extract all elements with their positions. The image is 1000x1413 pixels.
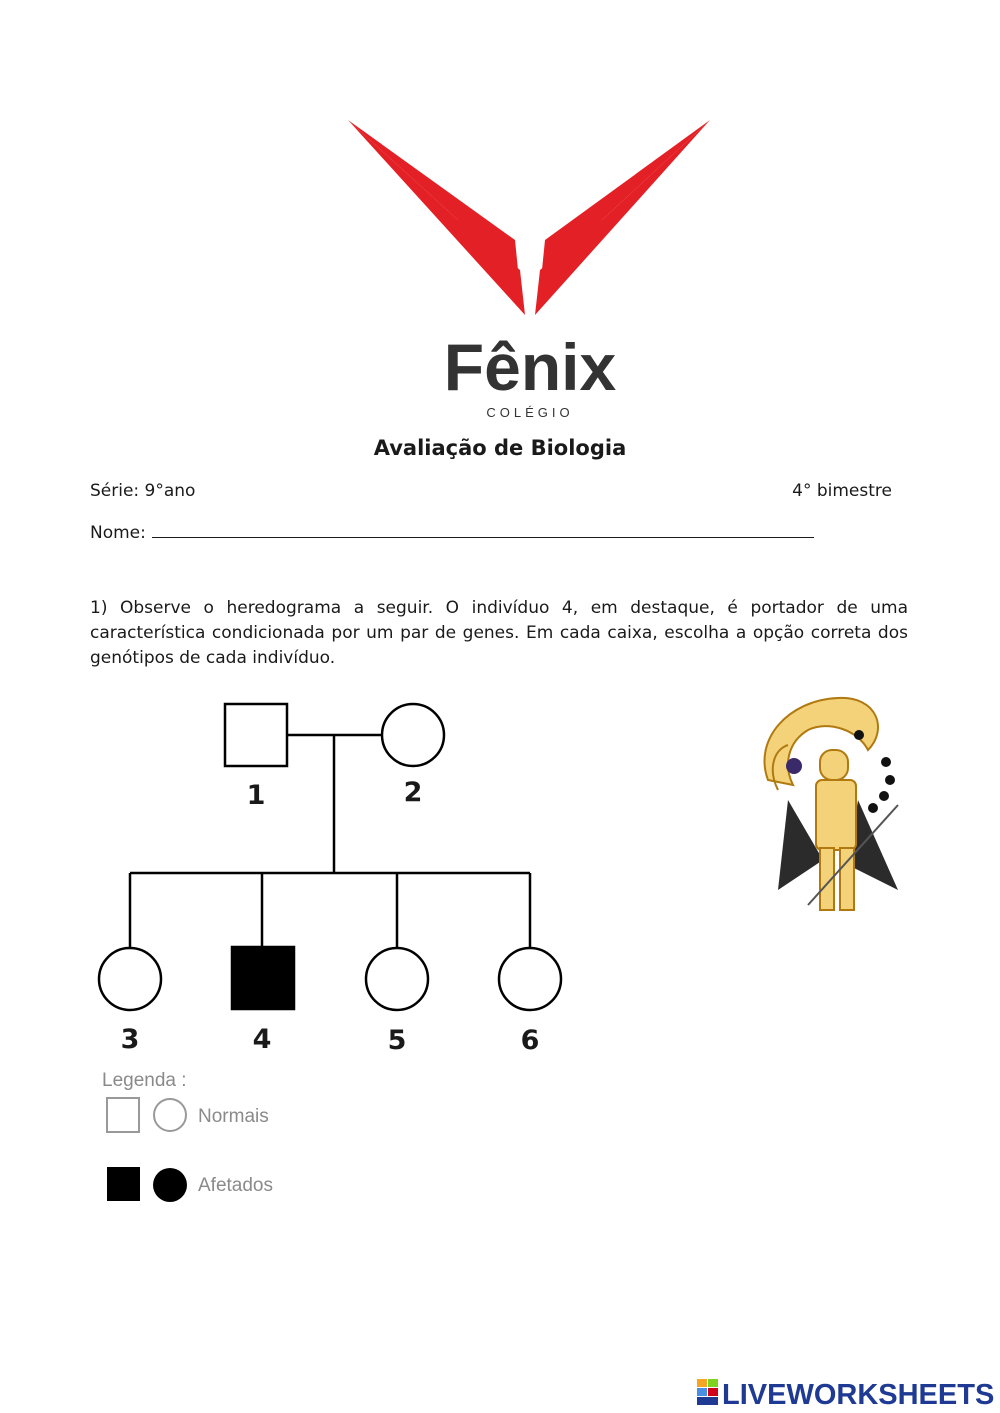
logo-subtitle: COLÉGIO xyxy=(486,405,574,420)
individual-6-female xyxy=(499,948,561,1010)
individual-2-female xyxy=(382,704,444,766)
individual-5-female xyxy=(366,948,428,1010)
liveworksheets-text: LIVEWORKSHEETS xyxy=(722,1379,995,1410)
individual-3-female xyxy=(99,948,161,1010)
liveworksheets-logo xyxy=(695,1374,995,1410)
legend-affected-circle-icon xyxy=(153,1168,187,1202)
label-5: 5 xyxy=(387,1025,407,1056)
name-blank-line[interactable] xyxy=(152,519,814,538)
legend-normal-circle-icon xyxy=(154,1099,186,1131)
legend-normal-label: Normais xyxy=(198,1106,269,1127)
name-label: Nome: xyxy=(90,523,146,543)
name-field[interactable] xyxy=(90,519,814,543)
wings-icon xyxy=(348,120,710,315)
bimestre-label: 4° bimestre xyxy=(792,481,892,501)
label-2: 2 xyxy=(403,777,423,808)
pedigree-chart xyxy=(90,690,610,1220)
page-title: Avaliação de Biologia xyxy=(373,436,627,460)
character-illustration-icon xyxy=(748,690,913,930)
legend-affected-square-icon xyxy=(107,1167,140,1201)
label-1: 1 xyxy=(246,780,266,811)
serie-label: Série: 9°ano xyxy=(90,481,196,501)
legend-affected-label: Afetados xyxy=(198,1175,273,1196)
label-4: 4 xyxy=(252,1024,272,1055)
individual-4-male-affected xyxy=(232,947,294,1009)
logo-name: Fênix xyxy=(443,330,617,404)
legend xyxy=(102,1070,273,1202)
pedigree-lines xyxy=(130,735,530,948)
label-3: 3 xyxy=(120,1024,140,1055)
legend-normal-square-icon xyxy=(107,1098,139,1132)
individual-1-male xyxy=(225,704,287,766)
label-6: 6 xyxy=(520,1025,540,1056)
legend-title: Legenda : xyxy=(102,1070,187,1091)
question-text: 1) Observe o heredograma a seguir. O indivíduo 4, em destaque, é portador de uma característica condicionada por um par de genes. Em cada caixa, escolha a opção correta dos genótipos de cada indivíduo. xyxy=(90,598,908,668)
fenix-logo xyxy=(340,115,720,425)
liveworksheets-badge-icon xyxy=(697,1379,718,1405)
